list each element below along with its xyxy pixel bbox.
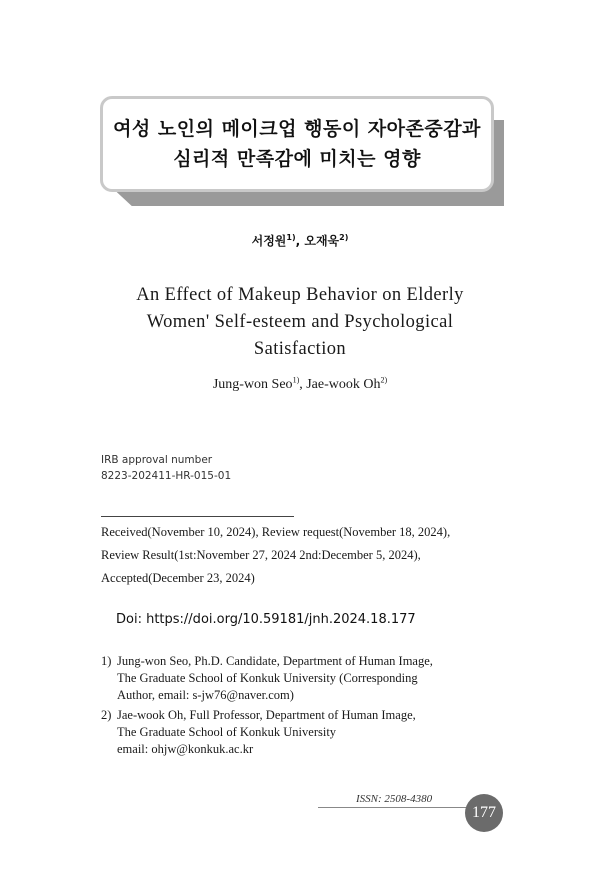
english-author-1: Jung-won Seo — [212, 377, 293, 392]
korean-title-line-2: 심리적 만족감에 미치는 영향 — [173, 148, 421, 170]
korean-author-2: 오재욱 — [304, 234, 340, 248]
footnote-divider — [101, 516, 294, 517]
footer-rule — [318, 807, 466, 808]
english-title-line-1: An Effect of Makeup Behavior on Elderly — [136, 285, 464, 305]
english-authors — [0, 377, 600, 393]
footnote-line: The Graduate School of Konkuk University — [117, 725, 337, 739]
english-author-1-sup: 1) — [292, 375, 300, 385]
issn-label: ISSN: 2508-4380 — [356, 793, 433, 805]
korean-author-1-sup: 1) — [286, 233, 296, 242]
page-number: 177 — [472, 804, 496, 821]
english-title-line-2: Women' Self-esteem and Psychological — [146, 312, 454, 332]
received-dates — [101, 521, 501, 590]
page-number-badge — [465, 794, 503, 832]
irb-label: IRB approval number — [101, 454, 213, 466]
received-line-3: Accepted(December 23, 2024) — [101, 571, 255, 585]
english-title — [0, 282, 600, 363]
received-line-2: Review Result(1st:November 27, 2024 2nd:December 5, 2024), — [101, 548, 421, 562]
footnote-number: 1) — [101, 654, 112, 668]
doi-link[interactable]: Doi: https://doi.org/10.59181/jnh.2024.18.177 — [116, 612, 416, 627]
english-author-2: Jae-wook Oh — [306, 377, 381, 392]
korean-author-2-sup: 2) — [339, 233, 349, 242]
footnote-line: email: ohjw@konkuk.ac.kr — [117, 742, 254, 756]
title-box-frame — [100, 96, 494, 192]
korean-title-line-1: 여성 노인의 메이크업 행동이 자아존중감과 — [113, 118, 481, 140]
english-title-line-3: Satisfaction — [253, 339, 347, 359]
footnote-line: The Graduate School of Konkuk University (Corresponding — [117, 671, 418, 685]
author-footnotes — [101, 653, 501, 761]
korean-author-1: 서정원 — [251, 234, 287, 248]
received-line-1: Received(November 10, 2024), Review request(November 18, 2024), — [101, 525, 451, 539]
irb-approval — [101, 452, 231, 484]
footnote — [101, 653, 501, 704]
footnote-line: Jae-wook Oh, Full Professor, Department of Human Image, — [117, 708, 416, 722]
footnote-line: Author, email: s-jw76@naver.com) — [117, 688, 294, 702]
korean-authors — [0, 232, 600, 249]
footnote-number: 2) — [101, 708, 112, 722]
footnote-line: Jung-won Seo, Ph.D. Candidate, Department of Human Image, — [117, 654, 433, 668]
english-author-2-sup: 2) — [380, 375, 388, 385]
korean-author-separator: , — [295, 234, 305, 248]
footnote — [101, 707, 501, 758]
korean-title-box — [100, 96, 504, 208]
irb-number: 8223-202411-HR-015-01 — [101, 470, 232, 482]
english-author-separator: , — [299, 377, 307, 392]
